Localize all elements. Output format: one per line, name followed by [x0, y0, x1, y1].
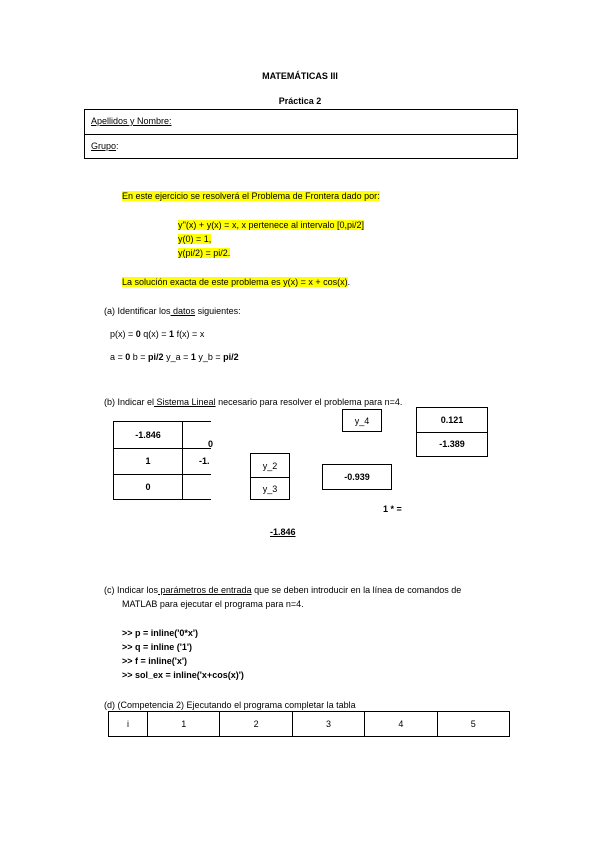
table-header-cell: 1 — [148, 712, 220, 737]
rhs-middle-value: -0.939 — [344, 472, 370, 482]
one-star-equals: 1 * = — [383, 504, 402, 514]
rhs-right-box — [416, 407, 488, 457]
results-table — [108, 711, 510, 737]
equation-bc2: y(pi/2) = pi/2. — [178, 248, 231, 258]
table-row — [109, 712, 510, 737]
equation-ode: y''(x) + y(x) = x, x pertenece al intervalo [0,pi/2] — [178, 220, 365, 230]
equation-bc1: y(0) = 1, — [178, 234, 212, 244]
y-vector-box — [250, 453, 290, 500]
table-header-cell: 5 — [437, 712, 509, 737]
problem-intro: En este ejercicio se resolverá el Problema de Frontera dado por: — [122, 191, 380, 201]
part-d-text: (d) (Competencia 2) Ejecutando el programa completar la tabla — [104, 700, 356, 710]
matrix-fragment-1: -1. — [199, 456, 210, 466]
student-box-divider — [85, 134, 517, 135]
table-header-cell: 2 — [220, 712, 292, 737]
exact-solution: La solución exacta de este problema es y(x) = x + cos(x). — [122, 277, 351, 287]
y-vector-y3: y_3 — [262, 483, 278, 494]
part-a-line1: p(x) = 0 q(x) = 1 f(x) = x — [110, 329, 205, 339]
matrix-cell-3: 0 — [145, 482, 151, 492]
command-f: >> f = inline('x') — [122, 656, 188, 666]
table-header-cell: 4 — [365, 712, 437, 737]
name-label: Apellidos y Nombre: — [91, 116, 172, 126]
matrix-cell-2: 1 — [145, 456, 151, 466]
group-label: Grupo: — [91, 141, 119, 151]
student-info-box — [84, 109, 518, 159]
y4-box — [342, 409, 382, 432]
matrix-fragment-0: 0 — [208, 439, 214, 449]
document-title: MATEMÁTICAS III — [262, 71, 338, 81]
matrix-box — [113, 421, 214, 500]
matrix-col-divider — [182, 422, 183, 499]
command-sol-ex: >> sol_ex = inline('x+cos(x)') — [122, 670, 244, 680]
part-a-line2: a = 0 b = pi/2 y_a = 1 y_b = pi/2 — [110, 352, 239, 362]
part-b-text: (b) Indicar el Sistema Lineal necesario para resolver el problema para n=4. — [104, 397, 403, 407]
table-header-cell: i — [109, 712, 148, 737]
command-p: >> p = inline('0*x') — [122, 628, 199, 638]
y4-label: y_4 — [354, 415, 370, 426]
document-subtitle: Práctica 2 — [278, 96, 322, 106]
part-c-text-line2: MATLAB para ejecutar el programa para n=4. — [122, 599, 304, 609]
part-c-text: (c) Indicar los parámetros de entrada que se deben introducir en la línea de comandos de — [104, 585, 462, 595]
part-a-text: (a) Identificar los datos siguientes: — [104, 306, 241, 316]
rhs-right-value-1: 0.121 — [440, 415, 464, 425]
rhs-middle-box — [322, 464, 392, 490]
bottom-value: -1.846 — [270, 527, 296, 537]
y-vector-y2: y_2 — [262, 460, 278, 471]
table-header-cell: 3 — [292, 712, 364, 737]
matrix-cell-1: -1.846 — [135, 430, 161, 440]
rhs-right-value-2: -1.389 — [439, 439, 465, 449]
command-q: >> q = inline ('1') — [122, 642, 193, 652]
